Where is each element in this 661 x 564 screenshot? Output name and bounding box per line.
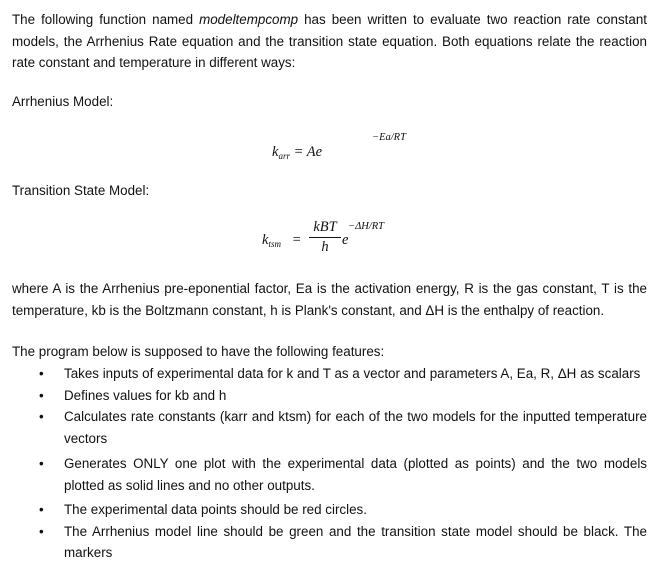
function-name: modeltempcomp [199,12,299,27]
arrhenius-label: Arrhenius Model: [12,94,114,109]
bullet-icon: • [39,502,44,517]
arrhenius-lhs-sub: arr [278,151,290,161]
arrhenius-rhs: = Ae [293,144,323,160]
transition-equals: = [292,232,301,248]
feature-item: • The Arrhenius model line should be green and the transition state model should be black. The markers [12,521,647,564]
transition-e: e [342,232,349,248]
feature-item: • Takes inputs of experimental data for k and T as a vector and parameters A, Ea, R, ΔH as scalars [12,363,647,385]
feature-item: • Defines values for kb and h [12,385,647,407]
fraction-numerator: kBT [313,219,337,235]
arrhenius-equation [272,132,406,161]
bullet-icon: • [39,523,44,539]
transition-exp-part [342,221,385,249]
intro-text-pre: The following function named [12,12,200,27]
definitions-paragraph: where A is the Arrhenius pre-eponential factor, Ea is the activation energy, R is the gas constant, T is the temperature, kb is the Boltzmann constant, h is Plank's constant, and ΔH is the enthalpy of reaction. [12,281,647,318]
feature-item: • The experimental data points should be red circles. [12,499,647,521]
bullet-icon: • [39,387,44,403]
features-heading: The program below is supposed to have the following features: [12,344,385,359]
features-list [12,363,647,564]
bullet-icon: • [39,366,44,381]
transition-equation [262,232,301,249]
transition-exponent: −ΔH/RT [348,221,385,232]
fraction-bar [309,237,341,238]
transition-label: Transition State Model: [12,183,150,198]
fraction-denominator: h [321,239,329,255]
transition-lhs: k [262,232,269,248]
bullet-icon: • [39,456,44,471]
feature-item: • Generates ONLY one plot with the experimental data (plotted as points) and the two models plotted as solid lines and no other outputs. [12,453,647,496]
transition-lhs-sub: tsm [268,239,281,249]
intro-paragraph [12,9,647,74]
feature-item: • Calculates rate constants (karr and ktsm) for each of the two models for the inputted temperature vectors [12,406,647,449]
intro-text-post: has been written to evaluate two reaction rate constant models, the Arrhenius Rate equation and the transition state equation. Both equations relate the reaction rate constant and temperature in different ways: [12,12,647,70]
transition-fraction [309,219,341,256]
bullet-icon: • [39,409,44,424]
arrhenius-lhs: k [272,144,279,160]
arrhenius-exponent: −Ea/RT [372,132,406,143]
